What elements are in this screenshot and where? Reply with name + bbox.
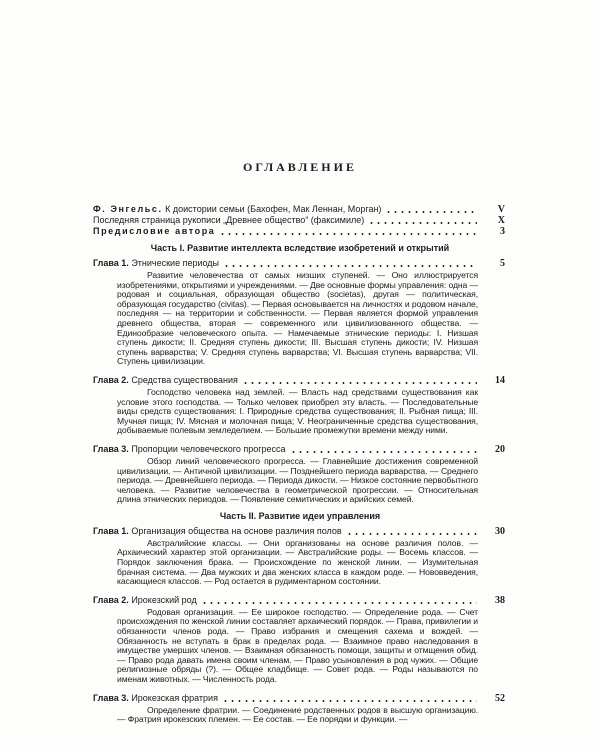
- chapter-block: [93, 693, 505, 725]
- chapter-page: 20: [495, 443, 505, 455]
- dot-leader: [223, 265, 477, 267]
- chapter-summary: Обзор линий человеческого прогресса. — Главнейшие достижения современной цивилизации. — Античной цивилизации. — Позднейшего периода варварства. — Среднего периода. — Древнейшего периода. — Периода дикости. — Низкое состояние первобытного человека. — Развитие человечества в геометрической прогрессии. — Относительная длина этнических периодов. — Появление семитических и арийских семей.: [117, 455, 478, 505]
- chapter-entry: [93, 258, 505, 269]
- chapter-block: [93, 375, 505, 436]
- dot-leader: [201, 602, 477, 604]
- chapter-entry: [93, 444, 505, 455]
- entry-page: 3: [500, 226, 505, 237]
- chapter-block: [93, 444, 505, 505]
- dot-leader: [368, 222, 477, 224]
- chapter-label: Глава 2.: [93, 374, 129, 385]
- entry-author: Ф. Энгельс.: [93, 204, 163, 214]
- chapter-summary: Австралийские классы. — Они организованы на основе различия полов. — Архаический характер этой организации. — Австралийские роды. — Восемь классов. — Порядок заключения брака. — Происхождение по женской линии. — Изумительная брачная система. — Два мужских и два женских класса в каждом роде. — Нововведения, касающиеся классов. — Род остается в рудиментарном состоянии.: [117, 537, 478, 587]
- chapter-title: Пропорции человеческого прогресса: [131, 443, 286, 454]
- chapter-page: 5: [500, 258, 505, 269]
- chapter-summary: Господство человека над землей. — Власть над средствами существования как условие этого господства. — Только человек приобрел эту власть. — Последовательные виды средств существования: I. Природные средства существования; II. Рыбная пища; III. Мучная пища; IV. Мясная и молочная пища; V. Неограниченные средства существования, добываемые полевым земледелием. — Большие промежутки времени между ними.: [117, 386, 478, 436]
- entry-title: Предисловие автора: [93, 226, 216, 236]
- chapter-page: 52: [495, 692, 505, 704]
- chapter-block: [93, 526, 505, 587]
- chapter-title: Организация общества на основе различия полов: [131, 525, 342, 536]
- entry-page: X: [497, 215, 505, 226]
- chapter-entry: [93, 595, 505, 606]
- chapter-label: Глава 3.: [93, 443, 129, 454]
- toc-entry-engels: [93, 204, 505, 215]
- chapter-summary: Развитие человечества от самых низших ступеней. — Оно иллюстрируется изобретениями, открытиями и учреждениями. — Две основные формы управления: одна — родовая и социальная, образующая общество (societas), другая — политическая, образующая государство (civitas). — Первая основывается на личностях и родовом начале, последняя — на территории и собственности. — Первая является формой управления древнего общества, вторая — современного или цивилизованного общества. — Единообразие человеческого опыта. — Намечаемые этнические периоды: I. Низшая ступень дикости; II. Средняя ступень дикости; III. Высшая ступень дикости; IV. Низшая ступень варварства; V. Средняя ступень варварства; VI. Высшая ступень варварства; VII. Ступень цивилизации.: [117, 270, 478, 367]
- chapter-block: [93, 595, 505, 685]
- entry-title: Последняя страница рукописи „Древнее общество“ (факсимиле): [93, 215, 365, 225]
- chapter-label: Глава 2.: [93, 594, 129, 605]
- toc-entry-facsimile: [93, 215, 505, 226]
- entry-title: К доистории семьи (Бахофен, Мак Леннан, Морган): [165, 204, 382, 214]
- chapter-page: 14: [495, 374, 505, 386]
- chapter-page: 30: [495, 525, 505, 537]
- toc-entry-preface: [93, 226, 505, 237]
- chapter-label: Глава 3.: [93, 692, 129, 703]
- chapter-title: Ирокезский род: [131, 594, 197, 605]
- chapter-entry: [93, 526, 505, 537]
- part-heading: Часть II. Развитие идеи управления: [219, 510, 381, 521]
- table-of-contents: [93, 204, 505, 745]
- chapter-block: [93, 258, 505, 367]
- chapter-entry: [93, 693, 505, 704]
- chapter-label: Глава 1.: [93, 525, 129, 536]
- chapter-page: 38: [495, 594, 505, 606]
- chapter-title: Ирокезская фратрия: [131, 692, 218, 703]
- dot-leader: [222, 700, 477, 702]
- chapter-title: Этнические периоды: [131, 258, 220, 268]
- chapter-entry: [93, 375, 505, 386]
- chapter-title: Средства существования: [131, 374, 238, 385]
- chapter-summary: Определение фратрии. — Соединение родственных родов в высшую организацию. — Фратрия ирокезских племен. — Ее состав. — Ее порядки и функции. —: [117, 704, 478, 725]
- dot-leader: [219, 233, 477, 235]
- page-title: ОГЛАВЛЕНИЕ: [243, 160, 357, 174]
- chapter-summary: Родовая организация. — Ее широкое господство. — Определение рода. — Счет происхождения по женской линии составляет архаический порядок. — Права, привилегии и обязанности членов рода. — Право избрания и смещения сахема и вождей. — Обязанность не вступать в брак в пределах рода. — Взаимное право наследования в имуществе умерших членов. — Взаимная обязанность помощи, защиты и отмщения обид. — Право рода давать имена своим членам. — Право усыновления в род чужих. — Общие религиозные обряды (?). — Общее кладбище. — Совет рода. — Роды называются по именам животных. — Численность рода.: [117, 606, 478, 684]
- part-heading: Часть I. Развитие интеллекта вследствие изобретений и открытий: [150, 243, 450, 253]
- entry-page: V: [497, 204, 505, 215]
- dot-leader: [346, 533, 477, 535]
- dot-leader: [385, 211, 477, 213]
- dot-leader: [290, 451, 477, 453]
- dot-leader: [242, 382, 477, 384]
- chapter-label: Глава 1.: [93, 258, 129, 268]
